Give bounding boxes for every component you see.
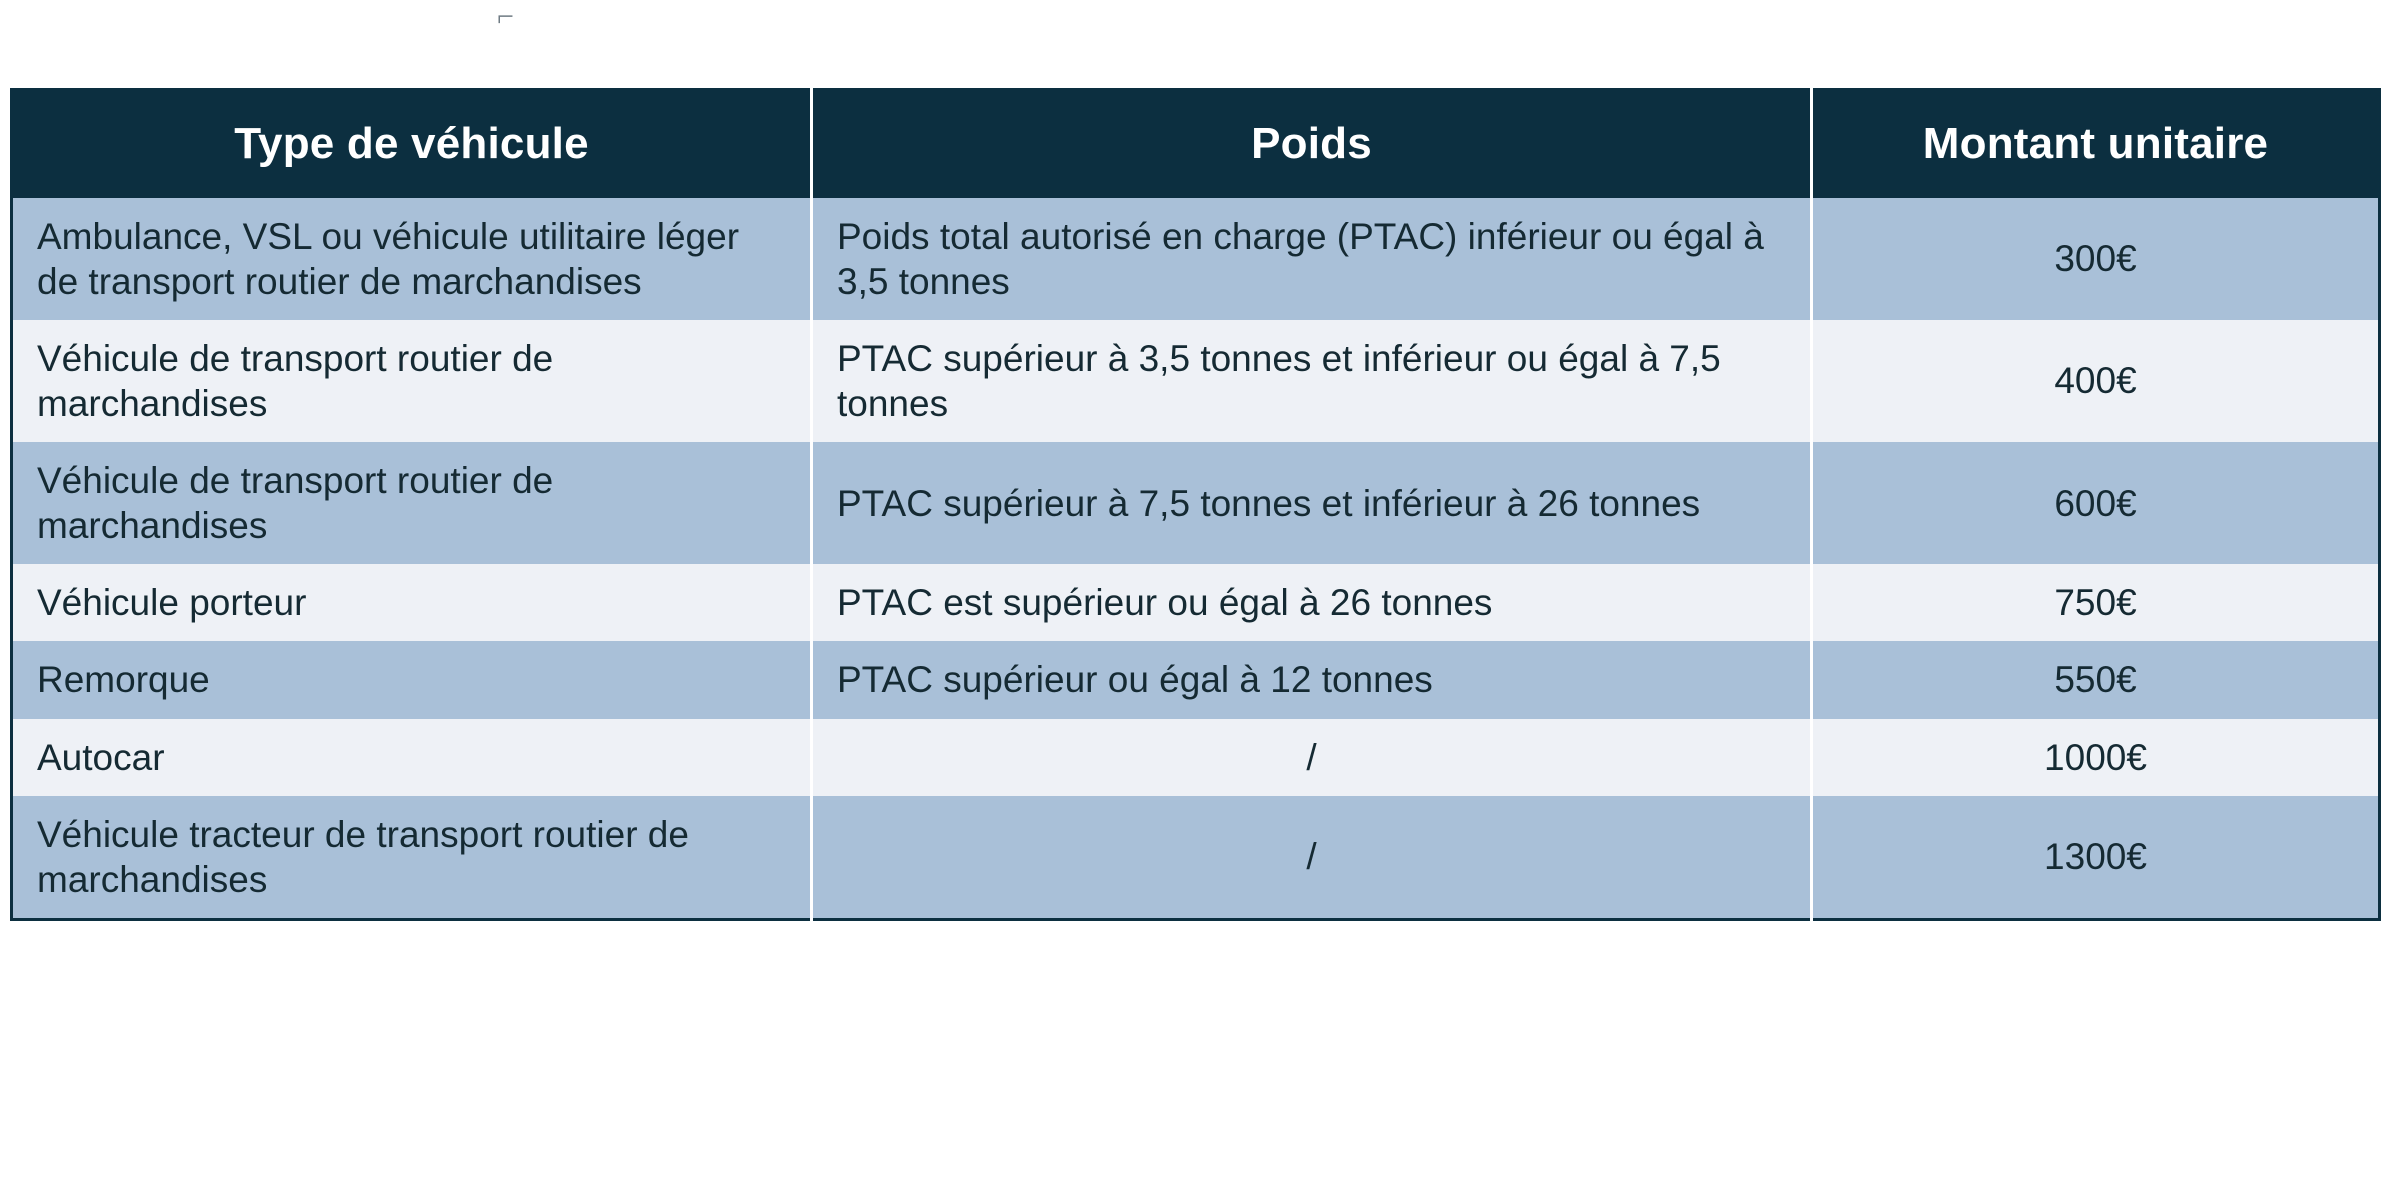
table-header-row (12, 90, 2380, 198)
column-header-vehicle-type: Type de véhicule (12, 90, 812, 198)
table-row (12, 320, 2380, 442)
cell-vehicle-type: Véhicule tracteur de transport routier de marchandises (12, 796, 812, 920)
cell-weight: PTAC supérieur à 3,5 tonnes et inférieur ou égal à 7,5 tonnes (812, 320, 1812, 442)
cell-weight: Poids total autorisé en charge (PTAC) inférieur ou égal à 3,5 tonnes (812, 198, 1812, 320)
cell-weight: PTAC supérieur ou égal à 12 tonnes (812, 641, 1812, 718)
table-row (12, 796, 2380, 920)
cell-vehicle-type: Remorque (12, 641, 812, 718)
column-header-unit-amount: Montant unitaire (1812, 90, 2380, 198)
table-row (12, 442, 2380, 564)
cell-vehicle-type: Autocar (12, 719, 812, 796)
page-artifact-fragment: ⌐ (497, 0, 514, 33)
cell-vehicle-type: Véhicule porteur (12, 564, 812, 641)
cell-weight: / (812, 796, 1812, 920)
cell-vehicle-type: Véhicule de transport routier de marchandises (12, 442, 812, 564)
table-row (12, 198, 2380, 320)
rate-table-container (10, 88, 2378, 921)
table-row (12, 641, 2380, 718)
cell-vehicle-type: Véhicule de transport routier de marchandises (12, 320, 812, 442)
cell-vehicle-type: Ambulance, VSL ou véhicule utilitaire léger de transport routier de marchandises (12, 198, 812, 320)
cell-unit-amount: 1000€ (1812, 719, 2380, 796)
cell-weight: / (812, 719, 1812, 796)
table-row (12, 719, 2380, 796)
cell-weight: PTAC supérieur à 7,5 tonnes et inférieur à 26 tonnes (812, 442, 1812, 564)
cell-unit-amount: 300€ (1812, 198, 2380, 320)
column-header-weight: Poids (812, 90, 1812, 198)
cell-weight: PTAC est supérieur ou égal à 26 tonnes (812, 564, 1812, 641)
table-row (12, 564, 2380, 641)
cell-unit-amount: 550€ (1812, 641, 2380, 718)
cell-unit-amount: 1300€ (1812, 796, 2380, 920)
vehicle-rate-table (10, 88, 2381, 921)
cell-unit-amount: 750€ (1812, 564, 2380, 641)
table-body (12, 198, 2380, 920)
table-header (12, 90, 2380, 198)
cell-unit-amount: 400€ (1812, 320, 2380, 442)
cell-unit-amount: 600€ (1812, 442, 2380, 564)
